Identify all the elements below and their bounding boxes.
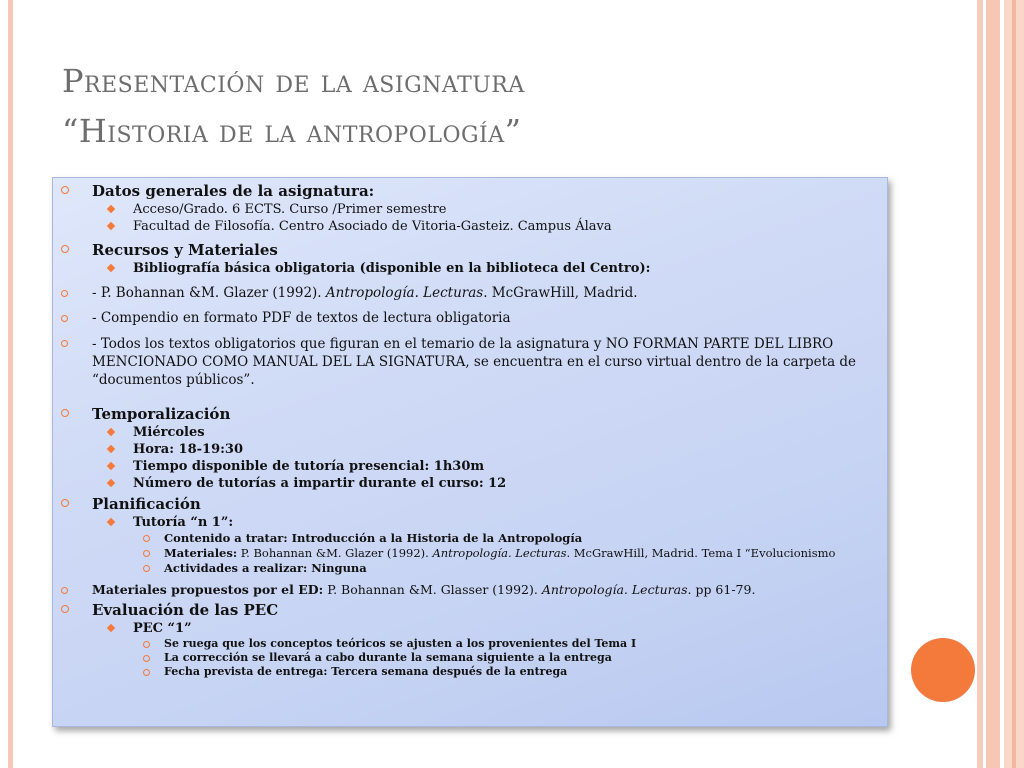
ring-bullet-icon (61, 587, 68, 594)
left-edge-stripe (8, 0, 13, 768)
diamond-bullet-icon (107, 624, 115, 632)
list-item: Facultad de Filosofía. Centro Asociado de Vitoria-Gasteiz. Campus Álava (92, 218, 882, 235)
sub-list-item: Materiales: P. Bohannan &M. Glazer (1992). Antropología. Lecturas. McGrawHill, Madrid. Tema I “Evolucionismo (92, 546, 882, 561)
list-item: Número de tutorías a impartir durante el curso: 12 (92, 475, 882, 492)
list-item: Tutoría “n 1”: (92, 514, 882, 531)
diamond-bullet-icon (107, 518, 115, 526)
right-edge-stripe (986, 0, 1000, 768)
ring-bullet-icon (143, 641, 150, 648)
diamond-bullet-icon (107, 264, 115, 272)
sub-list-item: Fecha prevista de entrega: Tercera semana después de la entrega (92, 665, 882, 679)
diamond-bullet-icon (107, 445, 115, 453)
sub-list-item: Se ruega que los conceptos teóricos se ajusten a los provenientes del Tema I (92, 637, 882, 651)
slide-title (62, 56, 942, 156)
ring-bullet-icon (61, 499, 69, 507)
section-heading-planificacion: Planificación (92, 495, 882, 514)
section-heading-datos: Datos generales de la asignatura: (92, 182, 882, 201)
ring-bullet-icon (61, 290, 68, 297)
diamond-bullet-icon (107, 205, 115, 213)
ring-bullet-icon (61, 315, 68, 322)
ring-bullet-icon (61, 605, 69, 613)
diamond-bullet-icon (107, 479, 115, 487)
ring-bullet-icon (61, 340, 68, 347)
section-heading-evaluacion: Evaluación de las PEC (92, 601, 882, 620)
section-heading-recursos: Recursos y Materiales (92, 241, 882, 260)
list-item: Acceso/Grado. 6 ECTS. Curso /Primer semestre (92, 201, 882, 218)
diamond-bullet-icon (107, 222, 115, 230)
section-heading-temporalizacion: Temporalización (92, 405, 882, 424)
reference-item: - P. Bohannan &M. Glazer (1992). Antropología. Lecturas. McGrawHill, Madrid. (92, 285, 882, 302)
sub-list-item: Contenido a tratar: Introducción a la Historia de la Antropología (92, 531, 882, 546)
ring-bullet-icon (143, 535, 150, 542)
materiales-ed-item: Materiales propuestos por el ED: P. Bohannan &M. Glasser (1992). Antropología. Lecturas. pp 61-79. (92, 582, 882, 598)
ring-bullet-icon (61, 409, 69, 417)
title-line-1: Presentación de la asignatura (62, 62, 525, 100)
sub-list-item: Actividades a realizar: Ninguna (92, 561, 882, 576)
ring-bullet-icon (61, 186, 69, 194)
ring-bullet-icon (61, 245, 69, 253)
reference-item: - Todos los textos obligatorios que figuran en el temario de la asignatura y NO FORMAN PARTE DEL LIBRO MENCIONADO COMO MANUAL DEL LA SIGNATURA, se encuentra en el curso virtual dentro de la carpeta de “documentos públicos”. (92, 335, 882, 389)
diamond-bullet-icon (107, 428, 115, 436)
ring-bullet-icon (143, 550, 150, 557)
decorative-orange-circle (912, 639, 974, 701)
right-edge-stripe (977, 0, 983, 768)
title-line-2: “Historia de la antropología” (62, 112, 522, 150)
list-item: Hora: 18-19:30 (92, 441, 882, 458)
list-item: Miércoles (92, 424, 882, 441)
ring-bullet-icon (143, 655, 150, 662)
list-item: PEC “1” (92, 620, 882, 637)
slide-body (92, 182, 882, 679)
reference-item: - Compendio en formato PDF de textos de lectura obligatoria (92, 310, 882, 327)
diamond-bullet-icon (107, 462, 115, 470)
right-edge-stripe (1012, 0, 1016, 768)
sub-list-item: La corrección se llevará a cabo durante la semana siguiente a la entrega (92, 651, 882, 665)
ring-bullet-icon (143, 565, 150, 572)
ring-bullet-icon (143, 669, 150, 676)
list-item: Bibliografía básica obligatoria (disponible en la biblioteca del Centro): (92, 260, 882, 277)
list-item: Tiempo disponible de tutoría presencial: 1h30m (92, 458, 882, 475)
